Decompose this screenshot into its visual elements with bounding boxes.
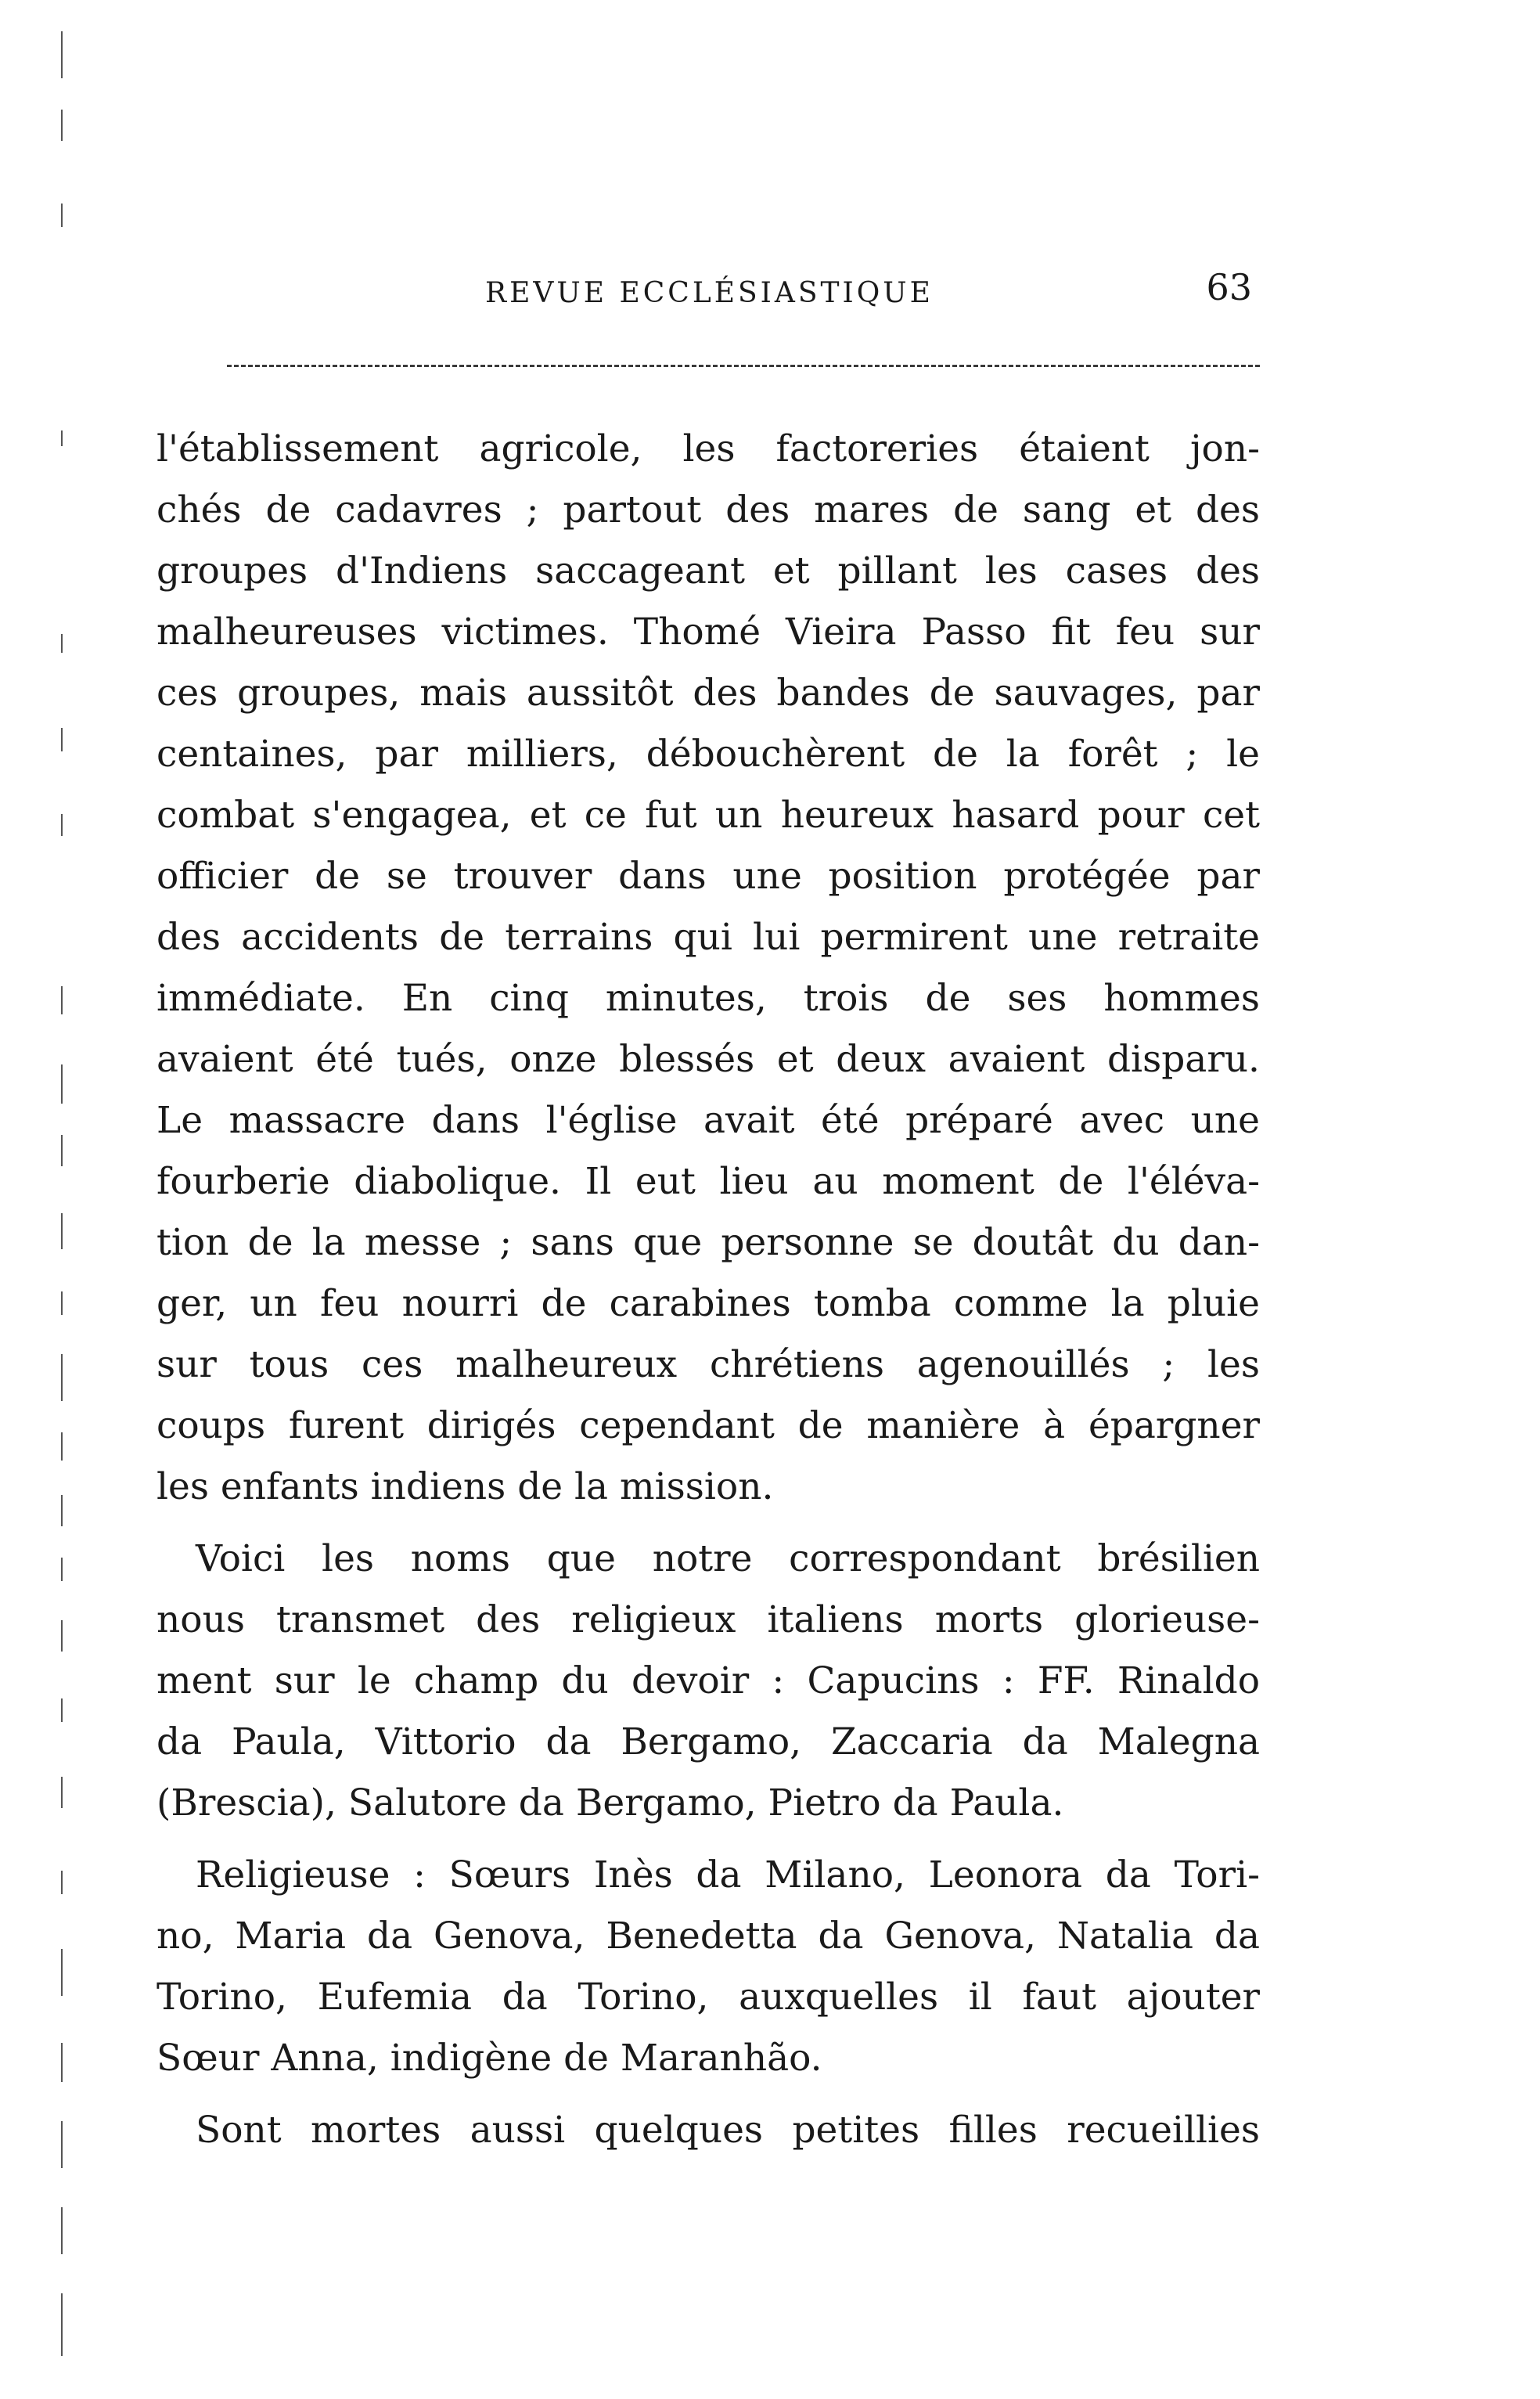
paragraph — [157, 1529, 1260, 1834]
text-line: Le massacre dans l'église avait été préparé avec une — [157, 1099, 1260, 1142]
text-line: Sœur Anna, indigène de Maranhão. — [157, 2037, 822, 2080]
margin-scan-marks — [47, 23, 78, 2372]
text-line: Sont mortes aussi quelques petites filles recueillies — [196, 2109, 1260, 2152]
text-line: nous transmet des religieux italiens morts glorieuse- — [157, 1598, 1260, 1641]
running-head — [149, 266, 1260, 329]
paragraph — [157, 2100, 1260, 2161]
text-line: immédiate. En cinq minutes, trois de ses hommes — [157, 977, 1260, 1020]
text-line: no, Maria da Genova, Benedetta da Genova, Natalia da — [157, 1915, 1260, 1958]
text-line: des accidents de terrains qui lui permirent une retraite — [157, 916, 1260, 959]
text-line: malheureuses victimes. Thomé Vieira Passo fit feu sur — [157, 611, 1260, 654]
text-line: ces groupes, mais aussitôt des bandes de sauvages, par — [157, 672, 1260, 715]
paragraph — [157, 419, 1260, 1518]
text-line: (Brescia), Salutore da Bergamo, Pietro da Paula. — [157, 1781, 1064, 1824]
text-line: tion de la messe ; sans que personne se doutât du dan- — [157, 1221, 1260, 1264]
text-line: chés de cadavres ; partout des mares de sang et des — [157, 488, 1260, 531]
text-line: coups furent dirigés cependant de manière à épargner — [157, 1404, 1260, 1447]
text-line: ger, un feu nourri de carabines tomba comme la pluie — [157, 1282, 1260, 1325]
page-number: 63 — [1206, 266, 1252, 308]
text-line: officier de se trouver dans une position protégée par — [157, 855, 1260, 898]
header-rule — [227, 365, 1260, 367]
text-line: da Paula, Vittorio da Bergamo, Zaccaria da Malegna — [157, 1720, 1260, 1763]
text-line: fourberie diabolique. Il eut lieu au moment de l'éléva- — [157, 1160, 1260, 1203]
text-line: groupes d'Indiens saccageant et pillant les cases des — [157, 549, 1260, 593]
paragraph — [157, 1845, 1260, 2089]
text-line: centaines, par milliers, débouchèrent de la forêt ; le — [157, 733, 1260, 776]
text-line: l'établissement agricole, les factoreries étaient jon- — [157, 427, 1260, 470]
text-line: sur tous ces malheureux chrétiens agenouillés ; les — [157, 1343, 1260, 1386]
body-text — [157, 419, 1260, 2161]
text-line: Religieuse : Sœurs Inès da Milano, Leonora da Tori- — [196, 1853, 1260, 1897]
running-title: REVUE ECCLÉSIASTIQUE — [485, 277, 934, 309]
text-line: les enfants indiens de la mission. — [157, 1465, 774, 1508]
text-line: Voici les noms que notre correspondant brésilien — [196, 1537, 1260, 1580]
text-line: ment sur le champ du devoir : Capucins : FF. Rinaldo — [157, 1659, 1260, 1702]
text-line: combat s'engagea, et ce fut un heureux hasard pour cet — [157, 794, 1260, 837]
text-line: Torino, Eufemia da Torino, auxquelles il faut ajouter — [157, 1976, 1260, 2019]
text-line: avaient été tués, onze blessés et deux avaient disparu. — [157, 1038, 1260, 1081]
